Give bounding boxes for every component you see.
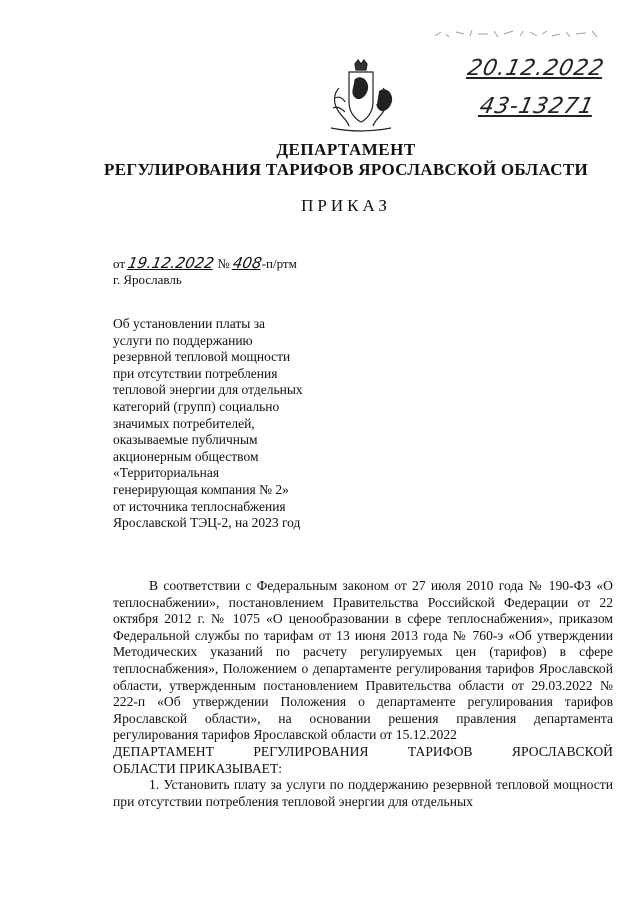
city: г. Ярославль <box>113 272 182 287</box>
title-line: резервной тепловой мощности <box>113 349 291 365</box>
caps-word: ДЕПАРТАМЕНТ <box>113 743 214 759</box>
caps-word: ТАРИФОВ <box>407 743 473 759</box>
document-type: ПРИКАЗ <box>301 196 391 215</box>
coat-of-arms-icon <box>325 58 397 136</box>
order-date: 19.12.2022 <box>126 254 216 272</box>
order-body <box>113 578 613 810</box>
caps-word: РЕГУЛИРОВАНИЯ <box>253 743 369 759</box>
title-line: услуги по поддержанию <box>113 332 253 348</box>
registration-number: 43-13271 <box>477 94 597 119</box>
department-title-line2: РЕГУЛИРОВАНИЯ ТАРИФОВ ЯРОСЛАВСКОЙ ОБЛАСТИ <box>104 160 588 179</box>
scan-noise-marks <box>430 22 610 46</box>
resolution-caps-line <box>113 744 613 761</box>
title-line: Ярославской ТЭЦ-2, на 2023 год <box>113 515 301 531</box>
title-line: «Территориальная <box>113 465 220 481</box>
resolution-caps-line2: ОБЛАСТИ ПРИКАЗЫВАЕТ: <box>113 760 283 776</box>
department-title-line1: ДЕПАРТАМЕНТ <box>276 140 416 159</box>
order-number: 408 <box>231 254 264 272</box>
title-line: генерирующая компания № 2» <box>113 481 289 497</box>
title-line: Об установлении платы за <box>113 316 266 331</box>
order-title <box>113 316 343 532</box>
registration-date: 20.12.2022 <box>465 56 607 81</box>
dateline-prefix: от <box>113 256 126 271</box>
title-line: акционерным обществом <box>113 448 259 464</box>
caps-word: ЯРОСЛАВСКОЙ <box>511 743 613 759</box>
order-dateline <box>113 254 297 272</box>
title-line: оказываемые публичным <box>113 432 258 448</box>
number-sign: № <box>217 256 230 271</box>
order-item-1: 1. Установить плату за услуги по поддержанию резервной тепловой мощности при отсутствии потребления тепловой энергии для отдельных <box>113 777 613 809</box>
preamble-paragraph: В соответствии с Федеральным законом от 27 июля 2010 года № 190-ФЗ «О теплоснабжении», постановлением Правительства Российской Федерации от 22 октября 2012 г. № 1075 «О ценообразовании в сфере теплоснабжения», приказом Федеральной службы по тарифам от 13 июня 2013 года № 760-э «Об утверждении Методических указаний по расчету регулируемых цен (тарифов) в сфере теплоснабжения», Положением о департаменте регулирования тарифов Ярославской области, утвержденным постановлением Правительства области от 29.03.2022 № 222-п «Об утверждении Положения о департаменте регулирования тарифов Ярославской области», на основании решения правления департамента регулирования тарифов Ярославской области от 15.12.2022 <box>113 578 613 743</box>
title-line: тепловой энергии для отдельных <box>113 382 303 398</box>
title-line: от источника теплоснабжения <box>113 498 286 514</box>
number-suffix: -п/ртм <box>261 256 297 271</box>
title-line: при отсутствии потребления <box>113 365 278 381</box>
title-line: значимых потребителей, <box>113 415 255 431</box>
title-line: категорий (групп) социально <box>113 398 280 414</box>
